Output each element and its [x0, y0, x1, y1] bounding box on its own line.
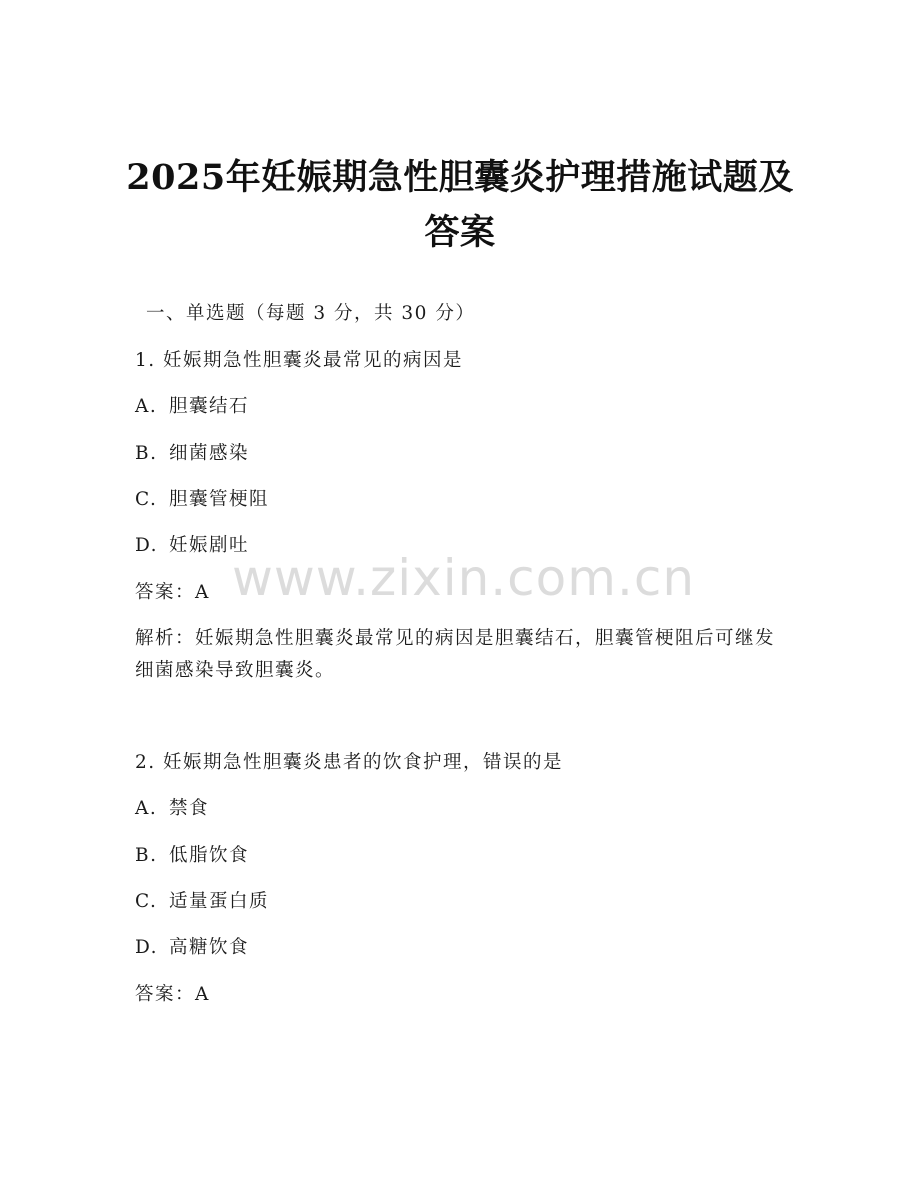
option-text: 高糖饮食 [169, 937, 250, 958]
question-2-stem: 2. 妊娠期急性胆囊炎患者的饮食护理，错误的是 [135, 752, 564, 773]
option-label: D. [135, 535, 159, 556]
option-text: 禁食 [169, 798, 210, 819]
question-2-answer: 答案：A [135, 984, 210, 1005]
question-1-stem: 1. 妊娠期急性胆囊炎最常见的病因是 [135, 350, 464, 371]
question-1-option-c [135, 487, 269, 513]
option-label: B. [135, 443, 158, 464]
question-1-option-a [135, 394, 249, 420]
option-text: 适量蛋白质 [169, 891, 270, 912]
question-1-option-b [135, 441, 249, 467]
option-text: 胆囊管梗阻 [169, 489, 270, 510]
option-label: C. [135, 489, 158, 510]
question-2-option-a [135, 796, 209, 822]
document-title: 2025年妊娠期急性胆囊炎护理措施试题及答案 [126, 157, 794, 253]
option-text: 妊娠剧吐 [169, 535, 250, 556]
question-1-answer: 答案：A [135, 582, 210, 603]
option-label: A. [135, 798, 158, 819]
question-2-option-b [135, 843, 249, 869]
question-1-explanation: 解析：妊娠期急性胆囊炎最常见的病因是胆囊结石，胆囊管梗阻后可继发细菌感染导致胆囊炎。 [135, 628, 776, 681]
option-text: 低脂饮食 [169, 845, 250, 866]
option-text: 细菌感染 [169, 443, 250, 464]
option-label: C. [135, 891, 158, 912]
watermark: www.zixin.com.cn [232, 549, 696, 607]
question-2-option-d [135, 935, 249, 961]
option-text: 胆囊结石 [169, 396, 250, 417]
question-2-option-c [135, 889, 269, 915]
section-header: 一、单选题（每题 3 分，共 30 分） [146, 303, 476, 324]
question-1-option-d [135, 533, 249, 559]
option-label: D. [135, 937, 159, 958]
option-label: B. [135, 845, 158, 866]
option-label: A. [135, 396, 158, 417]
